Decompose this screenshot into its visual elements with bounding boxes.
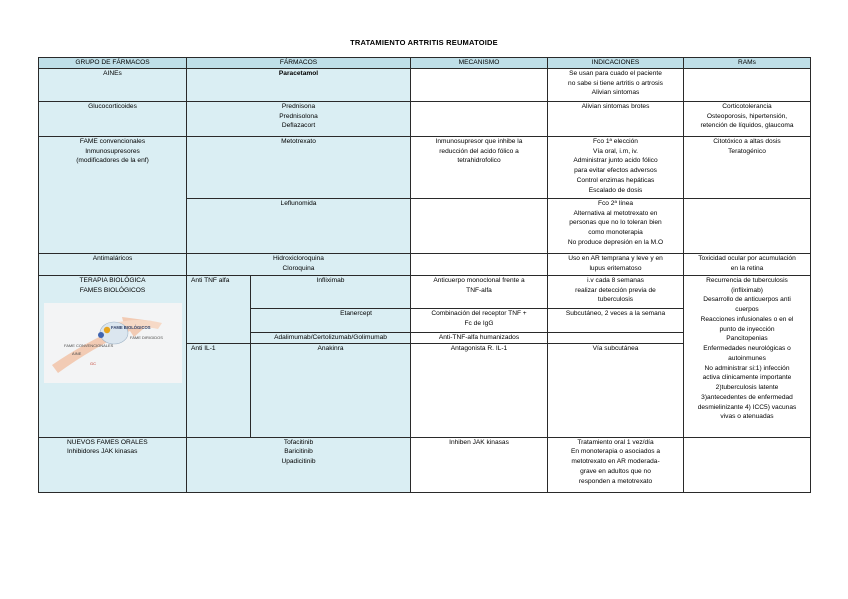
text-line: Inhibidores JAK kinasas — [67, 448, 138, 456]
drug-anakinra: Anakinra — [251, 343, 411, 437]
mechanism-cell — [411, 136, 548, 198]
svg-text:GC: GC — [89, 361, 96, 367]
text-line: Upadicitinib — [281, 458, 316, 465]
drug-infliximab: Infliximab — [251, 275, 411, 308]
text-line: realizar detección previa de — [575, 286, 656, 294]
mechanism-cell — [411, 198, 548, 253]
text-line: Anticuerpo monoclonal frente a — [433, 276, 525, 284]
text-line: Inhiben JAK kinasas — [449, 438, 509, 446]
header-farmacos: FÁRMACOS — [187, 58, 411, 69]
treatment-table — [38, 57, 811, 493]
text-line: Alternativa al metotrexato en — [573, 209, 658, 217]
group-cell — [39, 136, 187, 253]
header-rams: RAMs — [684, 58, 811, 69]
table-row — [39, 437, 811, 492]
text-line: Control enzimas hepáticas — [576, 176, 655, 184]
group-cell — [39, 101, 187, 136]
text-line: Fco 1ª elección — [593, 137, 638, 145]
group-cell — [39, 275, 187, 437]
text-line: Tofacitinib — [283, 438, 314, 446]
text-line: Vía subcutánea — [592, 344, 639, 352]
text-line: punto de inyección — [719, 325, 775, 333]
text-line: Corticotolerancia — [722, 102, 772, 110]
rams-cell — [684, 101, 811, 136]
text-line: Combinación del receptor TNF + — [431, 309, 527, 317]
drug-adalimumab: Adalimumab/Certolizumab/Golimumab — [251, 332, 411, 343]
header-row — [39, 58, 811, 69]
indications-cell — [548, 253, 684, 275]
text-line: i.v cada 8 semanas — [587, 276, 644, 284]
text-line: No administrar si:1) infección — [704, 364, 790, 372]
mechanism-cell — [411, 437, 548, 492]
text-line: Tratamiento oral 1 vez/día — [577, 438, 654, 446]
text-line: desmielinizante 4) ICC5) vacunas — [697, 403, 797, 411]
header-indicaciones: INDICACIONES — [548, 58, 684, 69]
table-row — [39, 253, 811, 275]
text-line: Baricitinib — [284, 448, 313, 456]
fame-pyramid-illustration — [44, 303, 182, 383]
text-line: Glucocorticoides — [88, 102, 137, 110]
text-line: Leflunomida — [280, 199, 317, 207]
text-line: cuerpos — [735, 306, 759, 313]
indications-cell — [548, 437, 684, 492]
text-line: vivas o atenuadas — [720, 413, 774, 421]
indications-cell — [548, 308, 684, 332]
text-line: grave en adultos que no — [580, 467, 651, 475]
group-cell — [39, 68, 187, 101]
text-line: personas que no lo toleran bien — [569, 219, 662, 227]
text-line: Se usan para cuado el paciente — [569, 69, 662, 77]
rams-cell — [684, 68, 811, 101]
text-line: activa clinicamente importante — [702, 374, 792, 382]
text-line: Antagonista R. IL-1 — [450, 344, 508, 352]
drugs-cell — [187, 198, 411, 253]
drugs-cell — [187, 136, 411, 198]
document-title: TRATAMIENTO ARTRITIS REUMATOIDE — [350, 38, 498, 47]
indications-cell — [548, 68, 684, 101]
table-row — [39, 136, 811, 198]
text-line: 2)tuberculosis latente — [715, 384, 779, 391]
text-line: no sabe si tiene artritis o artrosis — [568, 79, 663, 87]
drug-etanercept: Etanercept — [251, 308, 411, 332]
svg-text:AINE: AINE — [71, 351, 81, 357]
text-line: para evitar efectos adversos — [574, 167, 657, 174]
text-line: Hidroxicloroquina — [273, 254, 324, 262]
indications-cell — [548, 332, 684, 343]
text-line: Citotóxico a altas dosis — [713, 137, 781, 145]
group-cell — [39, 253, 187, 275]
text-line: (modificadores de la enf) — [76, 157, 149, 165]
text-line: Deflazacort — [281, 122, 316, 130]
text-line: Vía oral, i.m, iv. — [593, 147, 638, 155]
drugs-cell — [187, 253, 411, 275]
text-line: Teratogénico — [728, 147, 766, 155]
rams-cell — [684, 253, 811, 275]
text-line: retención de líquidos, glaucoma — [700, 122, 794, 130]
indications-cell — [548, 275, 684, 308]
indications-cell — [548, 198, 684, 253]
text-line: en la retina — [730, 264, 764, 272]
subgroup-anti-il1: Anti IL-1 — [187, 343, 251, 437]
text-line: Alivian sintomas brotes — [581, 102, 650, 110]
text-line: En monoterapia o asociados a — [570, 448, 661, 456]
text-line: TNF-alfa — [466, 286, 492, 294]
text-line: autoinmunes — [728, 354, 766, 362]
text-line: Fco 2ª línea — [597, 199, 634, 207]
text-line: metotrexato en AR moderada- — [571, 458, 660, 465]
subgroup-anti-tnf: Anti TNF alfa — [187, 275, 251, 343]
text-line: (infliximab) — [731, 286, 763, 294]
text-line: FAME convencionales — [79, 137, 146, 145]
mechanism-cell — [411, 253, 548, 275]
text-line: Pancitopenias — [726, 335, 768, 343]
rams-cell — [684, 275, 811, 437]
text-line: Osteoporosis, hipertensión, — [706, 112, 788, 120]
text-line: Antimaláricos — [92, 254, 133, 262]
group-cell — [39, 437, 187, 492]
svg-text:FAME DIRIGIDOS: FAME DIRIGIDOS — [129, 335, 163, 341]
mechanism-cell — [411, 343, 548, 437]
header-mecanismo: MECANISMO — [411, 58, 548, 69]
text-line: Uso en AR temprana y leve y en — [568, 254, 663, 262]
text-line: No produce depresión en la M.O — [567, 238, 664, 246]
mechanism-cell — [411, 275, 548, 308]
fame-pyramid-image — [44, 303, 182, 383]
text-line: Reacciones infusionales o en el — [700, 315, 794, 323]
text-line: Cloroquina — [282, 264, 315, 272]
text-line: 3)antecedentes de enfermedad — [701, 393, 793, 401]
text-line: tuberculosis — [597, 296, 634, 304]
text-line: TERAPIA BIOLÓGICA — [79, 276, 146, 284]
drugs-cell — [187, 437, 411, 492]
drugs-cell — [187, 68, 411, 101]
text-line: Enfermedades neurológicas o — [703, 345, 791, 352]
mechanism-cell — [411, 332, 548, 343]
indications-cell — [548, 136, 684, 198]
drugs-cell — [187, 101, 411, 136]
text-line: FAMES BIOLÓGICOS — [79, 286, 146, 294]
svg-text:FAME CONVENCIONALES: FAME CONVENCIONALES — [63, 343, 113, 349]
text-line: tetrahidrofolico — [457, 157, 501, 165]
indications-cell — [548, 101, 684, 136]
rams-cell — [684, 437, 811, 492]
text-line: Inmunosupresor que inhibe la — [435, 137, 523, 145]
table-row — [39, 101, 811, 136]
indications-cell — [548, 343, 684, 437]
mechanism-cell — [411, 308, 548, 332]
text-line: Toxicidad ocular por acumulación — [698, 254, 796, 262]
rams-cell — [684, 136, 811, 198]
text-line: Anti-TNF-alfa humanizados — [438, 333, 520, 341]
text-line: Recurrencia de tuberculosis — [706, 276, 788, 284]
text-line: como monoterapia — [588, 229, 643, 236]
header-grupo: GRUPO DE FÁRMACOS — [39, 58, 187, 69]
text-line: Subcutáneo, 2 veces a la semana — [565, 309, 666, 317]
text-line: Administrar junto acido fólico — [573, 157, 658, 165]
table-row — [39, 68, 811, 101]
text-line: reducción del acido fólico a — [439, 147, 519, 155]
text-line: Prednisolona — [279, 112, 318, 120]
text-line: Inmunosupresores — [85, 147, 140, 155]
mechanism-cell — [411, 68, 548, 101]
table-row — [39, 275, 811, 308]
text-line: Paracetamol — [278, 69, 319, 77]
text-line: Alivian sintomas — [591, 89, 640, 97]
group-label — [41, 276, 184, 296]
text-line: Fc de IgG — [464, 319, 494, 327]
rams-cell — [684, 198, 811, 253]
text-line: NUEVOS FAMES ORALES — [67, 438, 148, 446]
text-line: responden a metotrexato — [578, 477, 653, 485]
text-line: Desarrollo de anticuerpos anti — [703, 296, 791, 304]
text-line: Metotrexato — [281, 137, 316, 145]
text-line: AINEs — [103, 69, 122, 77]
text-line: lupus eritematoso — [589, 264, 642, 272]
mechanism-cell — [411, 101, 548, 136]
text-line: Escalado de dosis — [588, 186, 643, 194]
text-line: Prednisona — [281, 102, 316, 110]
svg-text:FAME BIOLÓGICOS: FAME BIOLÓGICOS — [110, 325, 151, 331]
